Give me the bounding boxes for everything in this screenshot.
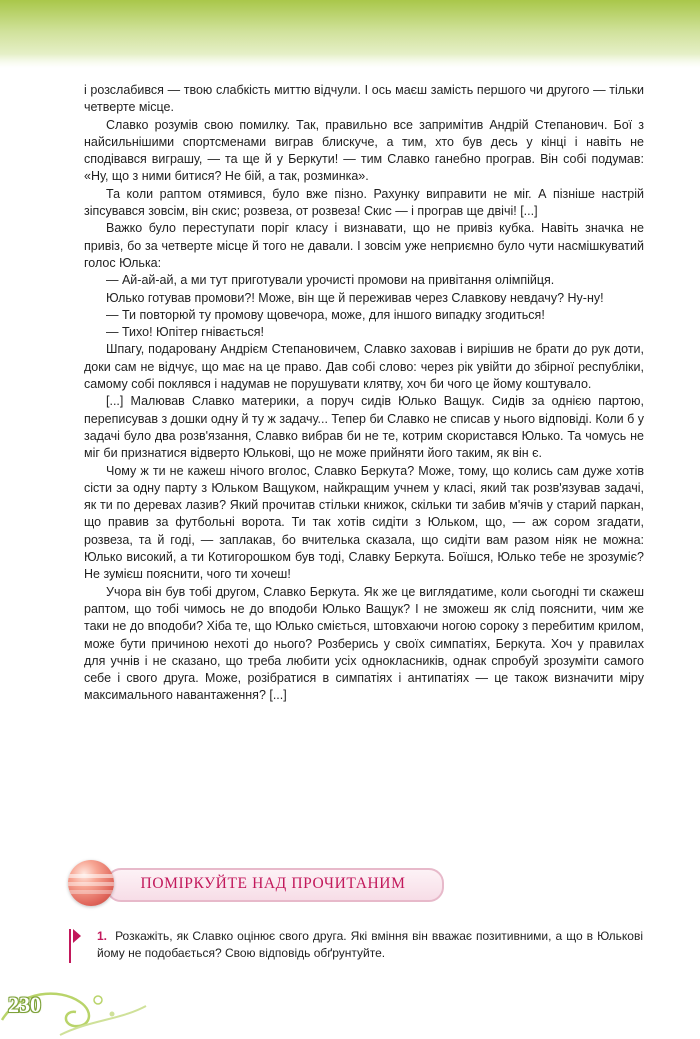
section-heading-text: ПОМІРКУЙТЕ НАД ПРОЧИТАНИМ	[140, 875, 406, 892]
paragraph: Шпагу, подаровану Андрієм Степановичем, Славко заховав і вирішив не брати до рук доти, доки сам не відчує, що має на це право. Дав собі слово: через рік увійти до збірної республіки, самому собі поклявся і надумав не порушувати клятву, хоч би чого це йому коштувало.	[84, 342, 644, 392]
main-text	[84, 82, 644, 705]
question-text: Розкажіть, як Славко оцінює свого друга. Які вміння він вважає позитивними, а що в Юлькові йому не подобається? Свою відповідь обґрунтуйте.	[97, 929, 644, 960]
triangle-marker-icon	[73, 929, 81, 943]
page-number: 230	[8, 992, 41, 1017]
ball-icon	[68, 860, 114, 906]
paragraph: Та коли раптом отямився, було вже пізно. Рахунку виправити не міг. А пізніше настрій зіпсувався зовсім, він скис; розвеза, от розвеза! Скис — і програв ще двічі! [...]	[84, 186, 644, 219]
top-decorative-band	[0, 0, 700, 68]
paragraph: Юлько готував промови?! Може, він ще й переживав через Славкову невдачу? Ну-ну!	[106, 290, 604, 305]
paragraph: Славко розумів свою помилку. Так, правильно все запримітив Андрій Степанович. Бої з найсильнішими спортсменами виграв блискуче, а тим, хто був десь у кінці і навіть не сподівався виграшу, — та ще й у Беркути! — тим Славко ганебно програв. Він собі подумав: «Ну, що з ними битися? Не бій, а так, розминка».	[84, 117, 644, 184]
section-heading	[68, 858, 440, 908]
question-bar-icon	[69, 929, 71, 963]
dialogue-line: — Тихо! Юпітер гнівається!	[106, 325, 264, 340]
paragraph: і розслабився — твою слабкість миттю відчули. І ось маєш замість першого чи другого — тільки четверте місце.	[84, 83, 644, 115]
dialogue-line: — Ай-ай-ай, а ми тут приготували урочисті промови на привітання олімпійця.	[106, 273, 555, 288]
paragraph: Чому ж ти не кажеш нічого вголос, Славко Беркута? Може, тому, що колись сам дуже хотів сісти за одну парту з Юльком Ващуком, найкращим учнем у класі, який так розв'язував задачі, як ти по деревах лазив? Який прочитав стільки книжок, скільки ти забив м'ячів у старий паркан, що правив за футбольні ворота. Ти так хотів сидіти з Юльком, що, — аж сором згадати, розвеза, та й годі, — заплакав, бо вчителька сказала, що сидіти вам разом ніяк не можна: Юлько високий, а ти Котигорошком був тоді, Славку Беркута. Боїшся, Юлько тебе не зрозуміє? Не зумієш пояснити, чого ти хочеш!	[84, 463, 644, 582]
question-item	[75, 928, 643, 962]
paragraph: Важко було переступати поріг класу і визнавати, що не привіз кубка. Навіть значка не привіз, бо за четверте місце й того не давали. І зовсім уже неприємно було чути насмішкуватий голос Юлька:	[84, 221, 644, 270]
dialogue-line: — Ти повторюй ту промову щовечора, може, для іншого випадку згодиться!	[106, 307, 545, 322]
paragraph: [...] Малював Славко материки, а поруч сидів Юлько Ващук. Сидів за однією партою, переписував з дошки одну й ту ж задачу... Тепер би Славко не списав у нього відповіді. Коли б у задачі було два розв'язання, Славко вибрав би не те, котрим скористався Юлько. Та чомусь не міг би признатися відверто Юлькові, що не може прийняти його таким, як він є.	[84, 394, 644, 461]
paragraph: Учора він був тобі другом, Славко Беркута. Як же це виглядатиме, коли сьогодні ти скажеш раптом, що тобі чимось не до вподоби Юлько Ващук? І не зможеш як слід пояснити, чим же таки не до вподоби? Хіба те, що Юлько сміється, штовхаючи ногою сороку з перебитим крилом, може бути причиною нехоті до нього? Розберись у своїх симпатіях, Беркута. Хоч у правилах для учнів і не сказано, що треба любити усіх однокласників, однак спробуй зрозуміти самого себе і свого друга. Може, розібратися в симпатіях і антипатіях — це також визначити міру максимального навантаження? [...]	[84, 584, 644, 703]
question-number: 1.	[97, 929, 108, 943]
